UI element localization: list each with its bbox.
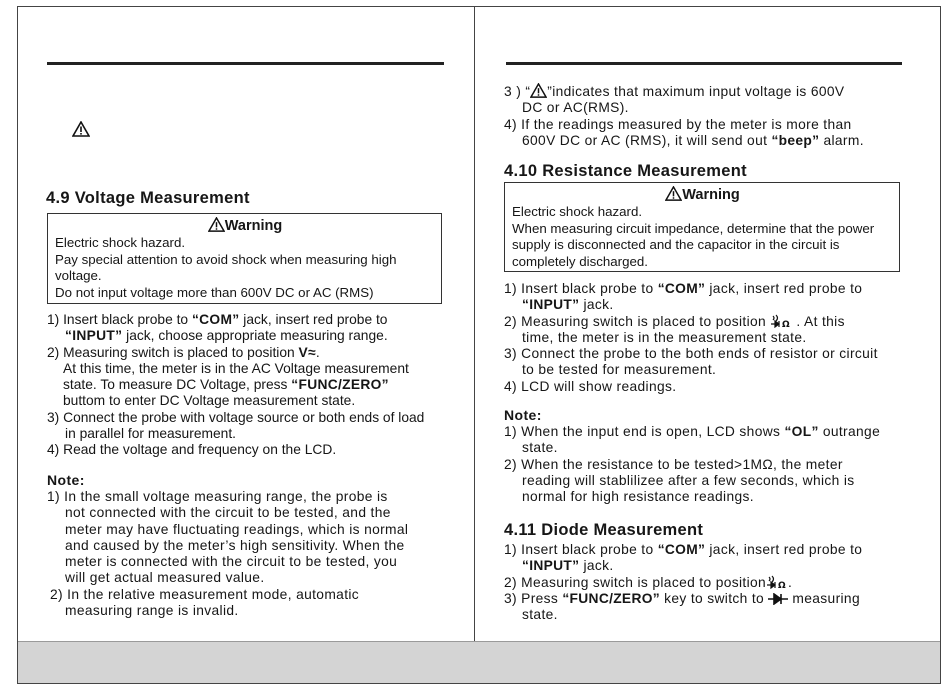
header-rule-right: [506, 62, 902, 65]
diode-symbol-icon: [768, 593, 788, 605]
resistance-warning-box: [504, 182, 900, 272]
warning-triangle-icon: [665, 186, 682, 201]
diode-steps: 1) Insert black probe to “COM” jack, insert red probe to “INPUT” jack. 2) Measuring switch is placed to position Ω . 3) Press “FUNC/ZERO” key to switch to measuring state.: [504, 542, 919, 623]
note-4: 4) If the readings measured by the meter is more than: [504, 116, 852, 132]
warning-triangle-icon: [72, 121, 90, 140]
warning-line: Electric shock hazard.: [512, 204, 643, 219]
warning-title: Warning: [55, 217, 435, 235]
header-rule-left: [47, 62, 444, 65]
voltage-steps: 1) Insert black probe to “COM” jack, insert red probe to “INPUT” jack, choose appropriate measuring range. 2) Measuring switch is placed to position V≈. At this time, the meter is in the AC Voltage measurement state. To measure DC Voltage, press “FUNC/ZERO” buttom to enter DC Voltage measurement state. 3) Connect the probe with voltage source or both ends of load in parallel for measurement. 4) Read the voltage and frequency on the LCD.: [47, 312, 457, 459]
voltage-warning-box: [47, 213, 442, 304]
note-2: 2) When the resistance to be tested>1MΩ, the meter: [504, 456, 843, 472]
step-2: 2) Measuring switch is placed to position Ω . At this: [504, 313, 845, 329]
step-1: 1) Insert black probe to “COM” jack, insert red probe to: [504, 281, 863, 296]
section-heading-voltage: 4.9 Voltage Measurement: [46, 189, 250, 207]
svg-text:Ω: Ω: [782, 319, 791, 328]
warning-triangle-icon: [208, 217, 225, 232]
warning-line: Pay special attention to avoid shock when measuring high voltage.: [55, 251, 397, 284]
section-heading-diode: 4.11 Diode Measurement: [504, 521, 704, 539]
step-3: 3) Press “FUNC/ZERO” key to switch to measuring: [504, 590, 860, 606]
step-3: 3) Connect the probe to the both ends of resistor or circuit: [504, 346, 878, 362]
voltage-notes-continued: 3 ) “ ”indicates that maximum input voltage is 600V DC or AC(RMS). 4) If the readings measured by the meter is more than 600V DC or AC (RMS), it will send out “beep” alarm.: [504, 83, 914, 149]
step-3: 3) Connect the probe with voltage source or both ends of load: [47, 409, 425, 425]
step-4: 4) LCD will show readings.: [504, 378, 677, 394]
resistance-buzzer-symbol: [766, 575, 788, 589]
note-1: 1) In the small voltage measuring range, the probe is: [47, 489, 388, 504]
note-1: 1) When the input end is open, LCD shows “OL” outrange: [504, 424, 881, 439]
step-2: 2) Measuring switch is placed to position V≈.: [47, 344, 320, 360]
warning-triangle-icon: [530, 83, 547, 98]
warning-line: Do not input voltage more than 600V DC or AC (RMS): [55, 284, 374, 300]
column-divider: [474, 6, 475, 642]
footer-band: [18, 641, 940, 683]
ac-voltage-symbol: V≈: [298, 344, 316, 360]
warning-line: Electric shock hazard.: [55, 235, 186, 250]
section-heading-resistance: 4.10 Resistance Measurement: [504, 162, 747, 180]
note-3: 3 ) “ ”indicates that maximum input voltage is 600V: [504, 84, 845, 99]
step-1: 1) Insert black probe to “COM” jack, insert red probe to: [47, 312, 388, 327]
resistance-notes: 1) When the input end is open, LCD shows “OL” outrange state. 2) When the resistance to be tested>1MΩ, the meter reading will stablilizee after a few seconds, which is normal for high resistance readings.: [504, 424, 919, 505]
note-label: Note:: [47, 472, 85, 488]
warning-line: When measuring circuit impedance, determine that the power supply is disconnected and the capacitor in the circuit is completely discharged.: [512, 220, 875, 269]
step-2: 2) Measuring switch is placed to position Ω .: [504, 574, 793, 590]
step-4: 4) Read the voltage and frequency on the LCD.: [47, 442, 337, 458]
note-label: Note:: [504, 407, 542, 423]
resistance-steps: 1) Insert black probe to “COM” jack, insert red probe to “INPUT” jack. 2) Measuring switch is placed to position Ω . At this time, the meter is in the measurement state. 3) Connect the probe to the both ends of resistor or circuit to be tested for measurement. 4) LCD will show readings.: [504, 281, 919, 395]
svg-text:Ω: Ω: [778, 580, 787, 589]
note-2: 2) In the relative measurement mode, automatic: [50, 586, 360, 602]
step-1: 1) Insert black probe to “COM” jack, insert red probe to: [504, 542, 863, 557]
resistance-buzzer-symbol: [770, 314, 792, 328]
voltage-notes: 1) In the small voltage measuring range, the probe is not connected with the circuit to be tested, and the meter may have fluctuating readings, which is normal and caused by the meter’s high sensitivity. When the meter is connected with the circuit to be tested, you will get actual measured value. 2) In the relative measurement mode, automatic measuring range is invalid.: [47, 489, 457, 619]
warning-title: Warning: [512, 186, 893, 204]
